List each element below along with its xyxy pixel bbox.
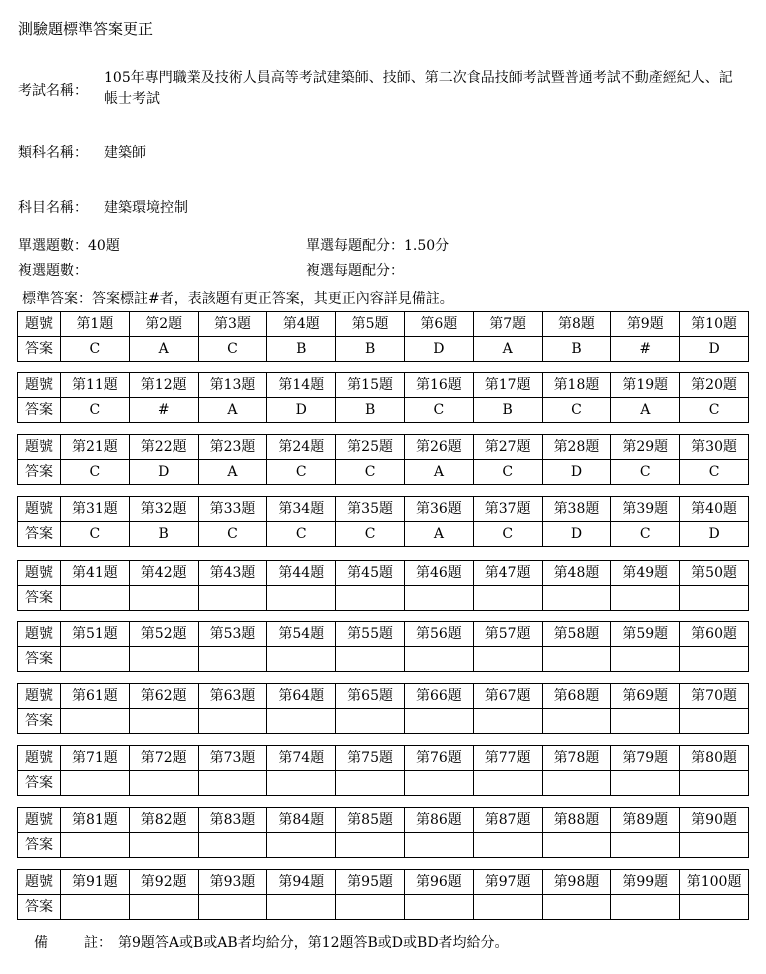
answer-cell: C — [198, 337, 267, 362]
question-cell: 第94題 — [267, 870, 336, 895]
answer-row — [18, 522, 749, 547]
question-row — [18, 684, 749, 709]
question-row — [18, 808, 749, 833]
answer-cell — [404, 833, 473, 858]
question-cell: 第77題 — [473, 746, 542, 771]
answer-cell: # — [611, 337, 680, 362]
question-cell: 第22題 — [129, 435, 198, 460]
answer-cell: C — [198, 522, 267, 547]
answer-cell — [473, 586, 542, 611]
answer-cell — [542, 771, 611, 796]
answer-cell: C — [336, 522, 405, 547]
question-cell: 第73題 — [198, 746, 267, 771]
answer-row — [18, 647, 749, 672]
answer-cell — [473, 895, 542, 920]
answer-cell — [542, 833, 611, 858]
answer-cell — [129, 833, 198, 858]
question-cell: 第74題 — [267, 746, 336, 771]
question-cell: 第25題 — [336, 435, 405, 460]
question-cell: 第54題 — [267, 622, 336, 647]
answer-cell: C — [473, 522, 542, 547]
answer-cell: A — [404, 460, 473, 485]
answer-cell: B — [336, 337, 405, 362]
answer-row — [18, 771, 749, 796]
answer-cell: D — [267, 398, 336, 423]
question-cell: 第15題 — [336, 373, 405, 398]
answer-cell — [198, 833, 267, 858]
answer-cell — [336, 833, 405, 858]
question-cell: 第98題 — [542, 870, 611, 895]
multi-choice-score — [306, 260, 404, 280]
answer-cell — [129, 771, 198, 796]
answer-header-cell: 答案 — [18, 647, 61, 672]
answer-cell — [473, 771, 542, 796]
question-header-cell: 題號 — [18, 435, 61, 460]
answer-cell — [611, 833, 680, 858]
exam-name-value: 105年專門職業及技術人員高等考試建築師、技師、第二次食品技師考試暨普通考試不動產經紀人、記帳士考試 — [104, 70, 733, 107]
answer-cell: C — [611, 522, 680, 547]
answer-cell — [198, 709, 267, 734]
question-cell: 第62題 — [129, 684, 198, 709]
question-cell: 第67題 — [473, 684, 542, 709]
answer-cell — [61, 895, 130, 920]
answer-row — [18, 460, 749, 485]
question-header-cell: 題號 — [18, 870, 61, 895]
answer-table — [17, 311, 749, 362]
category-value: 建築師 — [104, 145, 146, 161]
question-cell: 第7題 — [473, 312, 542, 337]
question-cell: 第45題 — [336, 561, 405, 586]
question-cell: 第50題 — [680, 561, 749, 586]
answer-cell — [129, 586, 198, 611]
question-row — [18, 373, 749, 398]
answer-header-cell: 答案 — [18, 522, 61, 547]
question-cell: 第2題 — [129, 312, 198, 337]
question-cell: 第11題 — [61, 373, 130, 398]
question-cell: 第55題 — [336, 622, 405, 647]
question-cell: 第31題 — [61, 497, 130, 522]
question-cell: 第44題 — [267, 561, 336, 586]
answer-cell — [473, 647, 542, 672]
question-cell: 第83題 — [198, 808, 267, 833]
remarks-text: 第9題答A或B或AB者均給分，第12題答B或D或BD者均給分。 — [118, 935, 509, 951]
question-cell: 第26題 — [404, 435, 473, 460]
answer-cell — [267, 771, 336, 796]
answer-cell — [198, 895, 267, 920]
question-cell: 第59題 — [611, 622, 680, 647]
question-cell: 第8題 — [542, 312, 611, 337]
question-cell: 第35題 — [336, 497, 405, 522]
answer-cell: B — [542, 337, 611, 362]
answer-cell: D — [680, 522, 749, 547]
question-row — [18, 746, 749, 771]
question-cell: 第34題 — [267, 497, 336, 522]
answer-cell: C — [611, 460, 680, 485]
answer-row — [18, 586, 749, 611]
question-cell: 第69題 — [611, 684, 680, 709]
answer-cell: # — [129, 398, 198, 423]
answer-cell: A — [404, 522, 473, 547]
question-cell: 第84題 — [267, 808, 336, 833]
question-cell: 第99題 — [611, 870, 680, 895]
question-cell: 第90題 — [680, 808, 749, 833]
answer-cell — [61, 709, 130, 734]
answer-cell — [267, 647, 336, 672]
answer-cell — [336, 895, 405, 920]
question-cell: 第81題 — [61, 808, 130, 833]
question-cell: 第68題 — [542, 684, 611, 709]
question-cell: 第61題 — [61, 684, 130, 709]
question-cell: 第48題 — [542, 561, 611, 586]
question-cell: 第53題 — [198, 622, 267, 647]
question-cell: 第3題 — [198, 312, 267, 337]
single-count-value: 40題 — [88, 238, 120, 254]
multi-choice-count — [18, 260, 88, 280]
answer-table — [17, 434, 749, 485]
answer-header-cell: 答案 — [18, 398, 61, 423]
answer-cell — [611, 895, 680, 920]
answer-cell — [198, 586, 267, 611]
question-cell: 第85題 — [336, 808, 405, 833]
question-cell: 第79題 — [611, 746, 680, 771]
answer-cell — [473, 709, 542, 734]
question-cell: 第5題 — [336, 312, 405, 337]
question-cell: 第47題 — [473, 561, 542, 586]
answer-cell — [129, 895, 198, 920]
answer-cell — [611, 771, 680, 796]
single-count-label: 單選題數： — [18, 238, 88, 254]
answer-cell — [404, 771, 473, 796]
question-cell: 第33題 — [198, 497, 267, 522]
answer-cell — [542, 647, 611, 672]
answer-cell: A — [473, 337, 542, 362]
answer-row — [18, 833, 749, 858]
answer-table — [17, 560, 749, 611]
question-cell: 第58題 — [542, 622, 611, 647]
answer-cell: B — [336, 398, 405, 423]
answer-cell: C — [680, 460, 749, 485]
question-cell: 第20題 — [680, 373, 749, 398]
answer-cell — [404, 709, 473, 734]
answer-cell — [680, 709, 749, 734]
answer-cell: C — [680, 398, 749, 423]
answer-row — [18, 895, 749, 920]
answer-cell — [542, 895, 611, 920]
answer-header-cell: 答案 — [18, 895, 61, 920]
answer-row — [18, 337, 749, 362]
answer-cell: D — [129, 460, 198, 485]
question-cell: 第13題 — [198, 373, 267, 398]
question-cell: 第40題 — [680, 497, 749, 522]
answer-cell: A — [611, 398, 680, 423]
question-cell: 第60題 — [680, 622, 749, 647]
answer-header-cell: 答案 — [18, 460, 61, 485]
question-cell: 第14題 — [267, 373, 336, 398]
subject-value: 建築環境控制 — [104, 200, 188, 216]
answer-table — [17, 621, 749, 672]
answer-cell: C — [267, 522, 336, 547]
answer-cell — [129, 709, 198, 734]
question-cell: 第56題 — [404, 622, 473, 647]
answer-cell — [473, 833, 542, 858]
answer-cell: D — [404, 337, 473, 362]
question-cell: 第87題 — [473, 808, 542, 833]
question-header-cell: 題號 — [18, 684, 61, 709]
answer-cell — [61, 647, 130, 672]
answer-cell — [680, 647, 749, 672]
question-row — [18, 622, 749, 647]
answer-row — [18, 709, 749, 734]
question-row — [18, 435, 749, 460]
single-choice-score — [306, 235, 449, 255]
question-cell: 第28題 — [542, 435, 611, 460]
answer-cell — [267, 709, 336, 734]
answer-cell: C — [473, 460, 542, 485]
question-cell: 第41題 — [61, 561, 130, 586]
question-cell: 第57題 — [473, 622, 542, 647]
answer-cell: C — [542, 398, 611, 423]
answer-cell — [611, 647, 680, 672]
answer-cell — [198, 647, 267, 672]
question-cell: 第64題 — [267, 684, 336, 709]
answer-cell — [611, 709, 680, 734]
answer-cell — [129, 647, 198, 672]
single-choice-count — [18, 235, 120, 255]
question-header-cell: 題號 — [18, 373, 61, 398]
answer-table — [17, 683, 749, 734]
answer-cell — [680, 833, 749, 858]
answer-cell — [267, 586, 336, 611]
question-cell: 第36題 — [404, 497, 473, 522]
answer-cell: A — [198, 398, 267, 423]
question-cell: 第96題 — [404, 870, 473, 895]
question-cell: 第89題 — [611, 808, 680, 833]
question-cell: 第70題 — [680, 684, 749, 709]
question-cell: 第75題 — [336, 746, 405, 771]
question-cell: 第19題 — [611, 373, 680, 398]
answer-cell — [680, 895, 749, 920]
question-cell: 第49題 — [611, 561, 680, 586]
question-cell: 第78題 — [542, 746, 611, 771]
question-cell: 第93題 — [198, 870, 267, 895]
question-cell: 第9題 — [611, 312, 680, 337]
answer-table — [17, 372, 749, 423]
question-cell: 第30題 — [680, 435, 749, 460]
answer-cell — [336, 771, 405, 796]
answer-header-cell: 答案 — [18, 709, 61, 734]
question-header-cell: 題號 — [18, 622, 61, 647]
question-cell: 第23題 — [198, 435, 267, 460]
question-header-cell: 題號 — [18, 746, 61, 771]
question-row — [18, 561, 749, 586]
question-cell: 第80題 — [680, 746, 749, 771]
answer-cell: C — [404, 398, 473, 423]
answer-cell — [198, 771, 267, 796]
question-cell: 第1題 — [61, 312, 130, 337]
answer-cell: D — [680, 337, 749, 362]
answer-cell: C — [61, 522, 130, 547]
document-title: 測驗題標準答案更正 — [18, 20, 154, 38]
answer-cell — [336, 586, 405, 611]
question-header-cell: 題號 — [18, 561, 61, 586]
question-cell: 第24題 — [267, 435, 336, 460]
standard-answer-note: 標準答案：答案標註#者，表該題有更正答案，其更正內容詳見備註。 — [22, 291, 454, 307]
answer-cell — [542, 709, 611, 734]
question-cell: 第10題 — [680, 312, 749, 337]
question-cell: 第92題 — [129, 870, 198, 895]
remarks-colon: 註： — [84, 935, 112, 951]
answer-cell: B — [129, 522, 198, 547]
answer-cell — [336, 709, 405, 734]
question-cell: 第6題 — [404, 312, 473, 337]
answer-cell — [267, 895, 336, 920]
remarks-label: 備 — [34, 935, 48, 951]
question-cell: 第43題 — [198, 561, 267, 586]
question-cell: 第71題 — [61, 746, 130, 771]
question-row — [18, 497, 749, 522]
answer-cell — [680, 771, 749, 796]
answer-cell — [61, 771, 130, 796]
question-cell: 第66題 — [404, 684, 473, 709]
question-cell: 第37題 — [473, 497, 542, 522]
question-cell: 第63題 — [198, 684, 267, 709]
question-cell: 第38題 — [542, 497, 611, 522]
question-cell: 第21題 — [61, 435, 130, 460]
question-cell: 第88題 — [542, 808, 611, 833]
question-cell: 第16題 — [404, 373, 473, 398]
answer-cell — [680, 586, 749, 611]
answer-cell — [61, 833, 130, 858]
question-cell: 第42題 — [129, 561, 198, 586]
answer-cell: C — [61, 398, 130, 423]
question-header-cell: 題號 — [18, 312, 61, 337]
question-cell: 第91題 — [61, 870, 130, 895]
answer-cell — [611, 586, 680, 611]
multi-score-label: 複選每題配分： — [306, 263, 404, 279]
answer-cell — [404, 895, 473, 920]
question-cell: 第95題 — [336, 870, 405, 895]
answer-cell: A — [129, 337, 198, 362]
question-cell: 第32題 — [129, 497, 198, 522]
question-cell: 第52題 — [129, 622, 198, 647]
answer-cell: C — [336, 460, 405, 485]
answer-table — [17, 496, 749, 547]
question-cell: 第76題 — [404, 746, 473, 771]
single-score-label: 單選每題配分： — [306, 238, 404, 254]
answer-cell: C — [61, 337, 130, 362]
answer-cell: D — [542, 460, 611, 485]
answer-cell — [542, 586, 611, 611]
question-row — [18, 870, 749, 895]
category-label: 類科名稱： — [18, 145, 88, 161]
question-cell: 第39題 — [611, 497, 680, 522]
question-cell: 第17題 — [473, 373, 542, 398]
answer-header-cell: 答案 — [18, 771, 61, 796]
answer-cell — [267, 833, 336, 858]
question-cell: 第72題 — [129, 746, 198, 771]
answer-cell: C — [267, 460, 336, 485]
question-cell: 第46題 — [404, 561, 473, 586]
answer-header-cell: 答案 — [18, 833, 61, 858]
question-cell: 第100題 — [680, 870, 749, 895]
question-row — [18, 312, 749, 337]
answer-cell: D — [542, 522, 611, 547]
question-cell: 第86題 — [404, 808, 473, 833]
answer-table — [17, 807, 749, 858]
question-cell: 第51題 — [61, 622, 130, 647]
question-cell: 第12題 — [129, 373, 198, 398]
subject-label: 科目名稱： — [18, 200, 88, 216]
answer-cell — [336, 647, 405, 672]
answer-cell: A — [198, 460, 267, 485]
question-cell: 第82題 — [129, 808, 198, 833]
answer-cell — [404, 647, 473, 672]
question-cell: 第18題 — [542, 373, 611, 398]
question-header-cell: 題號 — [18, 497, 61, 522]
answer-table — [17, 745, 749, 796]
question-cell: 第27題 — [473, 435, 542, 460]
answer-cell: C — [61, 460, 130, 485]
question-cell: 第4題 — [267, 312, 336, 337]
question-cell: 第97題 — [473, 870, 542, 895]
multi-count-label: 複選題數： — [18, 263, 88, 279]
answer-cell — [404, 586, 473, 611]
question-header-cell: 題號 — [18, 808, 61, 833]
answer-header-cell: 答案 — [18, 586, 61, 611]
answer-row — [18, 398, 749, 423]
exam-name-label: 考試名稱： — [18, 83, 88, 99]
answer-table — [17, 869, 749, 920]
answer-cell: B — [267, 337, 336, 362]
answer-header-cell: 答案 — [18, 337, 61, 362]
question-cell: 第65題 — [336, 684, 405, 709]
single-score-value: 1.50分 — [404, 238, 450, 254]
answer-cell — [61, 586, 130, 611]
question-cell: 第29題 — [611, 435, 680, 460]
answer-cell: B — [473, 398, 542, 423]
